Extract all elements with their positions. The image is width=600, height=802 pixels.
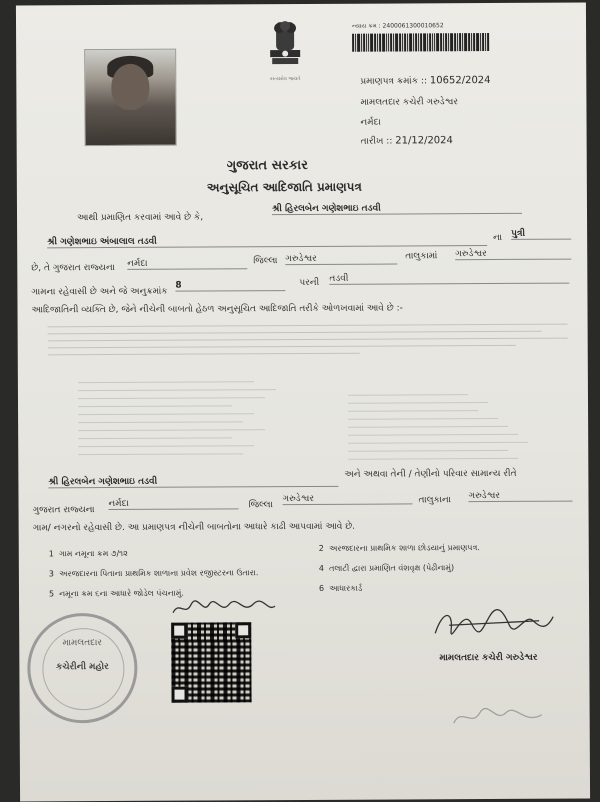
family-name: શ્રી હિરલબેન ગણેશભાઇ તડવી (48, 476, 338, 489)
seal-top-text: મામલતદાર (62, 638, 103, 649)
certificate-number: 10652/2024 (429, 75, 491, 87)
document-item: 2 અરજદારના પ્રાથમિક શાળા છોડયાનું પ્રમાણપત્ર. (318, 543, 480, 553)
certificate-page: સત્યમેવ જયતે ન્યાય ક્રમ : 2400061300010652 પ્રમાણપત્ર ક્રમાંક :: 10652/2024 મામલતદાર કચેરી ગરુડેશ્વર નર્મદા તારીખ :: 21/12/2024 ગુજરાત સરકાર અનુસૂચિત આદિજાતિ પ્રમાણપત્ર આથી પ્રમાણિત કરવામાં આવે છે કે, શ્રી હિરલબેન ગણેશભાઇ તડવી શ્રી ગણેશભાઇ અંબાલાલ તડવી ના પુત્રી છે, તે ગુજરાત રાજ્યના નર્મદા જિલ્લા ગરુડેશ્વર તાલુકામાં ગરુડેશ્વર ગામના રહેવાસી છે અને જે અનુક્રમાંક 8 પરની તડવી આદિજાતિની વ્યક્તિ છે, જેને નીચેની બાબતો હેઠળ અનુસૂચિત આદિજાતિ તરીકે ઓળખવામાં આવે છે :- શ્રી હિરલબેન ગણેશભાઇ તડવી અને અથવા તેની / તેણીનો પરિવાર સામાન્ય રીતે ગુજરાત રાજ્યના નર્મદા જિલ્લા ગરુડેશ્વર તાલુકાના ગરુડેશ્વર ગામ/ નગરનો રહેવાસી છે. આ પ્રમાણપત્ર નીચેની બાબતોના આધારે કાઢી આપવામાં આવે છે. 1 ગામ નમૂના ક્રમ ૭/૧૨ 2 અરજદારના પ્રાથમિક શાળા છોડયાનું પ્રમાણપત્ર. 3 અરજદારના પિતાના પ્રાથમિક શાળાના પ્રવેશ રજીસ્ટરના ઉતારા. 4 તલાટી દ્વારા પ્રમાણિત વંશવૃક્ષ (પેઢીનામું) 5 નમૂના ક્રમ ૬ના આધારે જોડેલ પંચનામું. 6 આધારકાર્ડ મામલતદાર કચેરીની મહોર મામલતદાર કચેરી ગરુડેશ્વર (16, 3, 590, 802)
basis-text: ગામ/ નગરનો રહેવાસી છે. આ પ્રમાણપત્ર નીચેની બાબતોના આધારે કાઢી આપવામાં આવે છે. (32, 521, 356, 534)
caste-value: તડવી (329, 273, 569, 285)
district-name: નર્મદા (360, 117, 381, 128)
state2-value: નર્મદા (109, 498, 239, 510)
documents-list (48, 543, 569, 599)
certificate-title: અનુસૂચિત આદિજાતિ પ્રમાણપત્ર (206, 179, 362, 195)
district2-value: ગરુડેશ્વર (282, 493, 412, 505)
relation: પુત્રી (511, 229, 571, 240)
emblem-motto: સત્યમેવ જયતે (269, 76, 301, 83)
family-text: અને અથવા તેની / તેણીનો પરિવાર સામાન્ય રીતે (344, 468, 517, 480)
district-value: ગરુડેશ્વર (285, 254, 397, 266)
national-emblem (260, 18, 310, 82)
document-item: 5 નમૂના ક્રમ ૬ના આધારે જોડેલ પંચનામું. (48, 588, 184, 599)
reference-list-left (78, 374, 298, 462)
signatory-office: મામલતદાર કચેરી ગરુડેશ્વર (439, 652, 538, 664)
issue-date-row: તારીખ :: 21/12/2024 (360, 135, 453, 147)
document-item: 3 અરજદારના પિતાના પ્રાથમિક શાળાના પ્રવેશ રજીસ્ટરના ઉતારા. (48, 568, 259, 579)
certificate-number-row: પ્રમાણપત્ર ક્રમાંક :: 10652/2024 (360, 75, 491, 87)
legal-references (48, 319, 568, 362)
qr-code (171, 622, 251, 702)
barcode-block (352, 21, 572, 50)
reference-list-right (348, 387, 548, 467)
barcode (352, 33, 572, 52)
officer-signature (429, 603, 559, 644)
office-seal (27, 613, 138, 724)
document-item: 1 ગામ નમૂના ક્રમ ૭/૧૨ (48, 548, 128, 559)
state-value: નર્મદા (127, 258, 247, 270)
document-item: 6 આધારકાર્ડ (318, 583, 363, 593)
applicant-photo (84, 49, 177, 146)
recognized-text: આદિજાતિની વ્યક્તિ છે, જેને નીચેની બાબતો હેઠળ અનુસૂચિત આદિજાતિ તરીકે ઓળખવામાં આવે છે :- (31, 303, 403, 316)
issue-date: 21/12/2024 (395, 135, 453, 147)
handwritten-initials (169, 596, 279, 621)
serial-number: 8 (175, 280, 285, 292)
taluka-value: ગરુડેશ્વર (455, 249, 571, 261)
faint-signature (450, 703, 550, 734)
father-name: શ્રી ગણેશભાઇ અંબાલાલ તડવી (47, 235, 487, 248)
ashoka-emblem-icon (260, 18, 310, 70)
office-name: મામલતદાર કચેરી ગરુડેશ્વર (360, 97, 459, 108)
holder-name: શ્રી હિરલબેન ગણેશભાઇ તડવી (272, 203, 522, 215)
certify-text: આથી પ્રમાણિત કરવામાં આવે છે કે, (77, 212, 204, 224)
government-title: ગુજરાત સરકાર (226, 157, 308, 174)
document-item: 4 તલાટી દ્વારા પ્રમાણિત વંશવૃક્ષ (પેઢીનામું) (318, 563, 455, 573)
taluka2-value: ગરુડેશ્વર (468, 491, 572, 503)
seal-middle-text: કચેરીની મહોર (55, 662, 109, 673)
barcode-number: ન્યાય ક્રમ : 2400061300010652 (352, 22, 444, 30)
